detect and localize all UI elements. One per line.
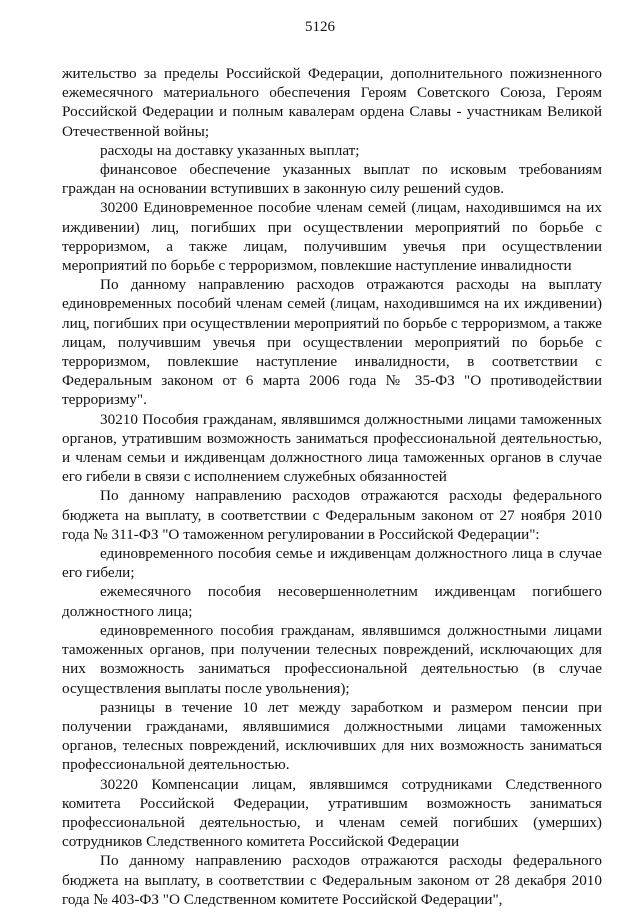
paragraph: По данному направлению расходов отражаются расходы на выплату единовременных пособий членам семей (лицам, находившимся на их иждивении) лиц, погибших при осуществлении мероприятий по борьбе с терроризмом, а также лицам, получившим увечья при осуществлении мероприятий по борьбе с терроризмом, повлекшие наступление инвалидности, в соответствии с Федеральным законом от 6 марта 2006 года № 35-ФЗ "О противодействии терроризму". [62, 276, 602, 409]
page-number: 5126 [305, 19, 335, 35]
list-item: единовременного пособия гражданам, являвшимся должностными лицами таможенных органов, при получении телесных повреждений, исключающих для них возможность заниматься профессиональной деятельностью (в случае осуществления выплаты после увольнения); [62, 621, 602, 697]
paragraph: расходы на доставку указанных выплат; [100, 141, 360, 159]
list-item: ежемесячного пособия несовершеннолетним иждивенцам погибшего должностного лица; [62, 583, 602, 620]
paragraph: жительство за пределы Российской Федерации, дополнительного пожизненного ежемесячного материального обеспечения Героям Советского Союза, Героям Российской Федерации и полным кавалерам ордена Славы - участникам Великой Отечественной войны; [62, 65, 602, 140]
document-body [62, 64, 602, 909]
section-heading-30210: 30210 Пособия гражданам, являвшимся должностными лицами таможенных органов, утратившим возможность заниматься профессиональной деятельностью, и членам семьи и иждивенцам должностного лица таможенных органов в случае его гибели в связи с исполнением служебных обязанностей [62, 410, 602, 486]
paragraph: По данному направлению расходов отражаются расходы федерального бюджета на выплату, в соответствии с Федеральным законом от 28 декабря 2010 года № 403-ФЗ "О Следственном комитете Российской Федерации", [62, 852, 602, 908]
section-heading-30200: 30200 Единовременное пособие членам семей (лицам, находившимся на их иждивении) лиц, погибших при осуществлении мероприятий по борьбе с терроризмом, а также лицам, получившим увечья при осуществлении мероприятий по борьбе с терроризмом, повлекшие наступление инвалидности [62, 199, 602, 275]
paragraph: финансовое обеспечение указанных выплат по исковым требованиям граждан на основании вступивших в законную силу решений судов. [62, 161, 602, 198]
list-item: единовременного пособия семье и иждивенцам должностного лица в случае его гибели; [62, 545, 602, 582]
list-item: разницы в течение 10 лет между заработком и размером пенсии при получении гражданами, являвшимися должностными лицами таможенных органов, телесных повреждений, исключивших для них возможность заниматься профессиональной деятельностью. [62, 698, 602, 774]
paragraph: По данному направлению расходов отражаются расходы федерального бюджета на выплату, в соответствии с Федеральным законом от 27 ноября 2010 года № 311-ФЗ "О таможенном регулировании в Российской Федерации": [62, 487, 602, 543]
section-heading-30220: 30220 Компенсации лицам, являвшимся сотрудниками Следственного комитета Российской Федерации, утратившим возможность заниматься профессиональной деятельностью, и членам семей погибших (умерших) сотрудников Следственного комитета Российской Федерации [62, 775, 602, 851]
